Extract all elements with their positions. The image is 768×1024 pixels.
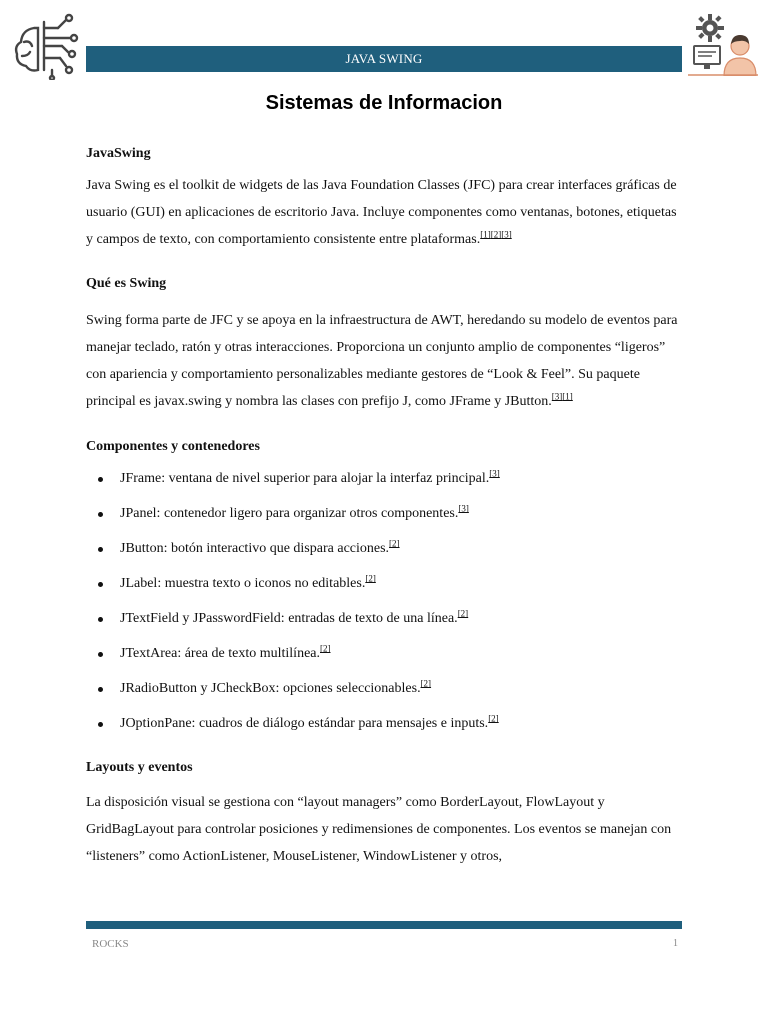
citations: [480, 229, 512, 239]
citation-link[interactable]: [2]: [320, 643, 331, 654]
list-item: [86, 714, 686, 734]
citation-link[interactable]: [2]: [420, 678, 432, 689]
paragraph-text: Java Swing es el toolkit de widgets de las Java Foundation Classes (JFC) para crear interfaces gráficas de usuario (GUI) en aplicaciones de escritorio Java. Incluye componentes como ventanas, botones, etiquetas y campos de texto, con comportamiento consistente entre plataformas.: [86, 178, 677, 247]
section-heading-layouts: Layouts y eventos: [86, 760, 193, 775]
document-title: Sistemas de Informacion: [265, 92, 503, 114]
citation-link[interactable]: [2]: [488, 713, 499, 724]
citation-link[interactable]: [1]: [480, 229, 491, 240]
list-item: [86, 539, 686, 559]
components-list: [86, 469, 686, 734]
section-heading-que-es-swing: Qué es Swing: [86, 276, 167, 291]
section-heading-componentes: Componentes y contenedores: [86, 439, 260, 454]
document-body: [86, 140, 686, 870]
list-item-text: JTextArea: área de texto multilínea.: [120, 646, 320, 661]
developer-at-computer-icon: [688, 14, 758, 76]
citation-link[interactable]: [1]: [562, 391, 573, 402]
list-item: [86, 504, 686, 524]
circuit-chip-logo-icon: [8, 12, 82, 80]
paragraph-que-es-swing: [86, 307, 686, 415]
header-bar: [86, 46, 682, 72]
citation-link[interactable]: [2]: [389, 538, 400, 549]
header-title: JAVA SWING: [345, 51, 423, 66]
citation-link[interactable]: [3]: [458, 503, 469, 514]
list-item-text: JPanel: contenedor ligero para organizar otros componentes.: [120, 506, 459, 521]
citations: [552, 391, 573, 401]
list-item-text: JOptionPane: cuadros de diálogo estándar para mensajes e inputs.: [120, 716, 489, 731]
citation-link[interactable]: [3]: [501, 229, 512, 240]
list-item: [86, 469, 686, 489]
list-item: [86, 679, 686, 699]
paragraph-layouts: La disposición visual se gestiona con “layout managers” como BorderLayout, FlowLayout y GridBagLayout para controlar posiciones y redimensiones de componentes. Los eventos se manejan con “listeners” como ActionListener, MouseListener, WindowListener y otros,: [86, 795, 672, 864]
page-number: 1: [673, 938, 678, 949]
citation-link[interactable]: [2]: [490, 229, 502, 240]
list-item: [86, 574, 686, 594]
paragraph-javaswing: [86, 172, 686, 253]
list-item-text: JRadioButton y JCheckBox: opciones seleccionables.: [120, 681, 421, 696]
list-item-text: JLabel: muestra texto o iconos no editables.: [120, 576, 366, 591]
citation-link[interactable]: [3]: [551, 391, 563, 402]
section-heading-javaswing: JavaSwing: [86, 146, 151, 161]
citation-link[interactable]: [3]: [489, 468, 500, 479]
list-item: [86, 609, 686, 629]
citation-link[interactable]: [2]: [457, 608, 469, 619]
paragraph-text: Swing forma parte de JFC y se apoya en la infraestructura de AWT, heredando su modelo de eventos para manejar teclado, ratón y otras interacciones. Proporciona un conjunto amplio de componentes “ligeros” con apariencia y comportamiento personalizables mediante gestores de “Look & Feel”. Su paquete principal es javax.swing y nombra las clases con prefijo J, como JFrame y JButton.: [86, 313, 678, 409]
list-item: [86, 644, 686, 664]
footer-bar: [86, 921, 682, 929]
list-item-text: JFrame: ventana de nivel superior para alojar la interfaz principal.: [120, 471, 490, 486]
list-item-text: JTextField y JPasswordField: entradas de texto de una línea.: [120, 611, 458, 626]
footer-label: ROCKS: [92, 938, 129, 950]
citation-link[interactable]: [2]: [365, 573, 376, 584]
list-item-text: JButton: botón interactivo que dispara acciones.: [120, 541, 390, 556]
